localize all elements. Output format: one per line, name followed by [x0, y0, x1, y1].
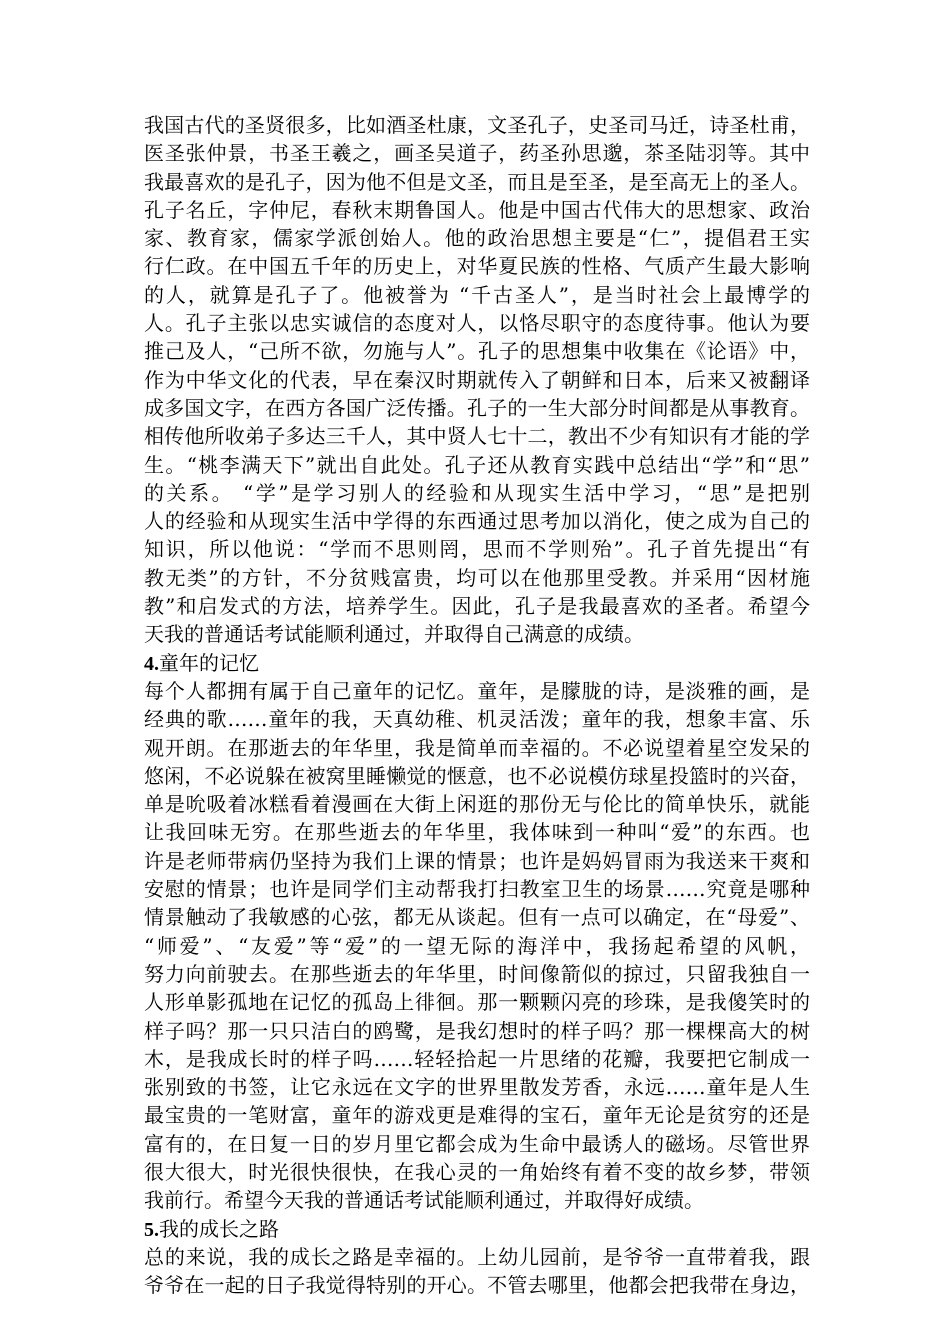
- text-line: 我前行。希望今天我的普通话考试能顺利通过，并取得好成绩。: [144, 1188, 704, 1213]
- text-line: 的关系。 “学”是学习别人的经验和从现实生活中学习，“思”是把别: [144, 480, 810, 505]
- text-line: 的人，就算是孔子了。他被誉为 “千古圣人”，是当时社会上最博学的: [144, 282, 810, 307]
- text-line: 许是老师带病仍坚持为我们上课的情景；也许是妈妈冒雨为我送来干爽和: [144, 848, 810, 873]
- section-number: 5.: [144, 1218, 159, 1241]
- text-line: 最宝贵的一笔财富，童年的游戏更是难得的宝石，童年无论是贫穷的还是: [144, 1103, 810, 1128]
- section-5-heading: [144, 1215, 810, 1243]
- text-line: 情景触动了我敏感的心弦，都无从谈起。但有一点可以确定，在“母爱”、: [144, 905, 810, 930]
- text-line: 努力向前驶去。在那些逝去的年华里，时间像箭似的掠过，只留我独自一: [144, 961, 810, 986]
- text-line: 教”和启发式的方法，培养学生。因此，孔子是我最喜欢的圣者。希望今: [144, 594, 810, 619]
- text-line: 成多国文字，在西方各国广泛传播。孔子的一生大部分时间都是从事教育。: [144, 395, 810, 420]
- text-line: 我国古代的圣贤很多，比如酒圣杜康，文圣孔子，史圣司马迁，诗圣杜甫，: [144, 113, 810, 137]
- text-line: 生。“桃李满天下”就出自此处。孔子还从教育实践中总结出“学”和“思”: [144, 452, 810, 477]
- section-title: 童年的记忆: [159, 650, 259, 675]
- section-4-heading: [144, 649, 810, 677]
- text-line: “师爱”、“友爱”等“爱”的一望无际的海洋中，我扬起希望的风帆，: [144, 933, 810, 958]
- text-line: 作为中华文化的代表，早在秦汉时期就传入了朝鲜和日本，后来又被翻译: [144, 367, 810, 392]
- text-line: 行仁政。在中国五千年的历史上，对华夏民族的性格、气质产生最大影响: [144, 254, 810, 279]
- text-line: 样子吗？那一只只洁白的鸥鹭，是我幻想时的样子吗？那一棵棵高大的树: [144, 1018, 810, 1043]
- section-title: 我的成长之路: [159, 1216, 279, 1241]
- text-line: 让我回味无穷。在那些逝去的年华里，我体味到一种叫“爱”的东西。也: [144, 820, 810, 845]
- text-line: 人形单影孤地在记忆的孤岛上徘徊。那一颗颗闪亮的珍珠，是我傻笑时的: [144, 990, 810, 1015]
- text-line: 悠闲，不必说躲在被窝里睡懒觉的惬意，也不必说模仿球星投篮时的兴奋，: [144, 763, 810, 788]
- text-line: 知识，所以他说：“学而不思则罔，思而不学则殆”。孔子首先提出“有: [144, 537, 810, 562]
- text-line: 我最喜欢的是孔子，因为他不但是文圣，而且是至圣，是至高无上的圣人。: [144, 169, 810, 194]
- text-line: 总的来说，我的成长之路是幸福的。上幼儿园前，是爷爷一直带着我，跟: [144, 1244, 810, 1269]
- text-line: 安慰的情景；也许是同学们主动帮我打扫教室卫生的场景……究竟是哪种: [144, 877, 810, 902]
- text-line: 很大很大，时光很快很快，在我心灵的一角始终有着不变的故乡梦，带领: [144, 1159, 810, 1184]
- section-4-body: [144, 677, 810, 1215]
- text-line: 推己及人，“己所不欲，勿施与人”。孔子的思想集中收集在《论语》中，: [144, 339, 810, 364]
- document-page: [144, 111, 810, 1299]
- text-line: 富有的，在日复一日的岁月里它都会成为生命中最诱人的磁场。尽管世界: [144, 1131, 810, 1156]
- section-3-body: [144, 111, 810, 649]
- text-line: 经典的歌……童年的我，天真幼稚、机灵活泼；童年的我，想象丰富、乐: [144, 707, 810, 732]
- text-line: 观开朗。在那逝去的年华里，我是简单而幸福的。不必说望着星空发呆的: [144, 735, 810, 760]
- text-line: 医圣张仲景，书圣王羲之，画圣吴道子，药圣孙思邈，茶圣陆羽等。其中: [144, 141, 810, 166]
- section-number: 4.: [144, 652, 159, 675]
- text-line: 相传他所收弟子多达三千人，其中贤人七十二，教出不少有知识有才能的学: [144, 424, 810, 449]
- text-line: 张别致的书签，让它永远在文字的世界里散发芳香，永远……童年是人生: [144, 1075, 810, 1100]
- text-line: 家、教育家，儒家学派创始人。他的政治思想主要是“仁”，提倡君王实: [144, 226, 810, 251]
- text-line: 木，是我成长时的样子吗……轻轻拾起一片思绪的花瓣，我要把它制成一: [144, 1046, 810, 1071]
- text-line: 每个人都拥有属于自己童年的记忆。童年，是朦胧的诗，是淡雅的画，是: [144, 678, 810, 703]
- text-line: 天我的普通话考试能顺利通过，并取得自己满意的成绩。: [144, 622, 644, 647]
- text-line: 人。孔子主张以忠实诚信的态度对人，以恪尽职守的态度待事。他认为要: [144, 311, 810, 336]
- section-5-body: [144, 1243, 810, 1300]
- text-line: 单是吮吸着冰糕看着漫画在大街上闲逛的那份无与伦比的简单快乐，就能: [144, 792, 810, 817]
- text-line: 爷爷在一起的日子我觉得特别的开心。不管去哪里，他都会把我带在身边，: [144, 1273, 810, 1298]
- text-line: 人的经验和从现实生活中学得的东西通过思考加以消化，使之成为自己的: [144, 509, 810, 534]
- text-line: 孔子名丘，字仲尼，春秋末期鲁国人。他是中国古代伟大的思想家、政治: [144, 197, 810, 222]
- text-line: 教无类”的方针，不分贫贱富贵，均可以在他那里受教。并采用“因材施: [144, 565, 810, 590]
